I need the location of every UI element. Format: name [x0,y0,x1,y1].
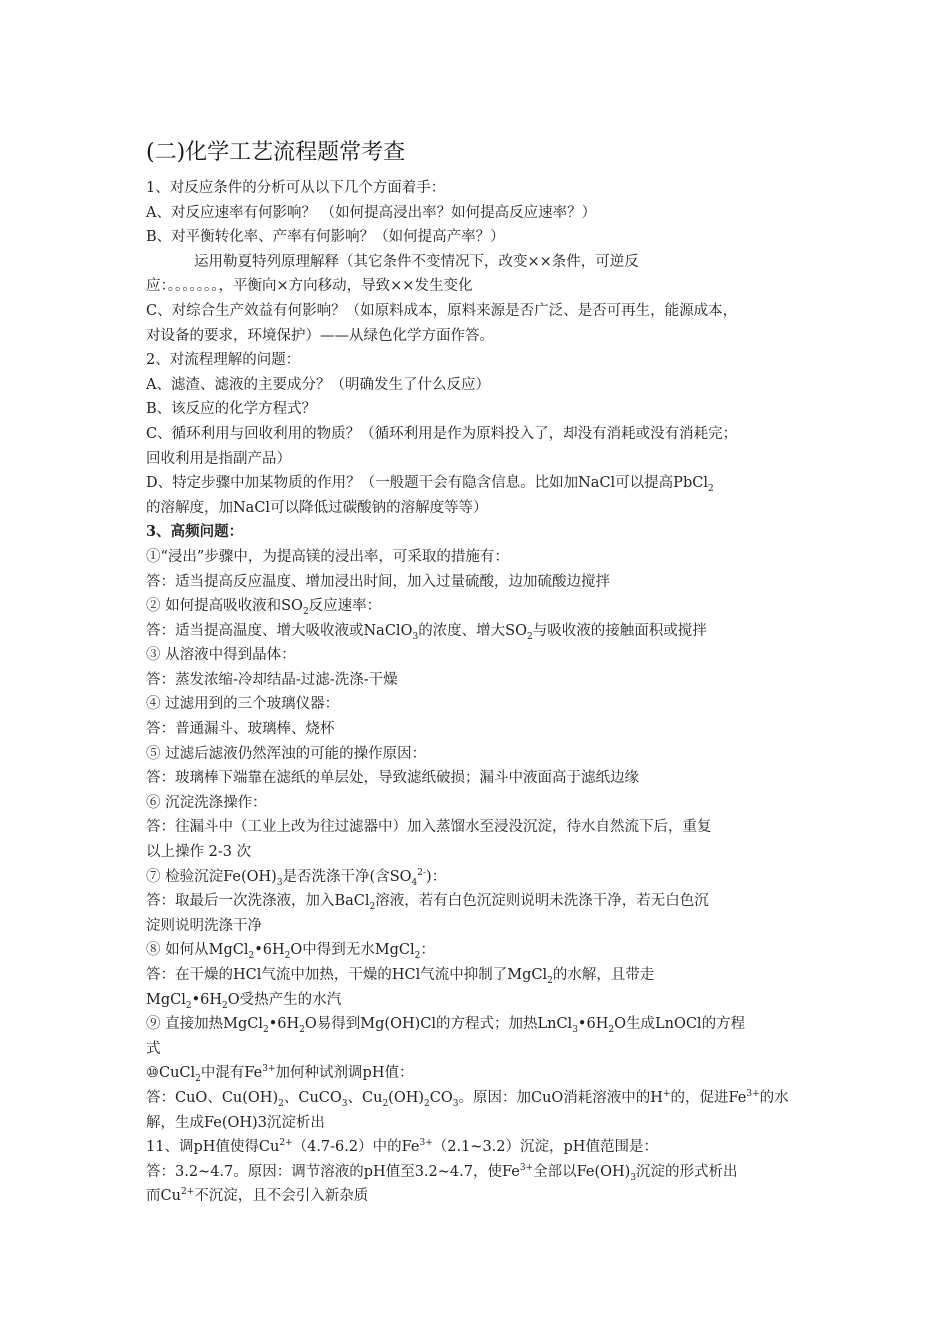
question-6: ⑥ 沉淀洗涤操作： [146,794,267,811]
section-1-heading: 1、对反应条件的分析可从以下几个方面着手： [146,180,446,196]
question-9-line-1: ⑨ 直接加热$MgCl_2•6H_2O$易得到Mg(OH)Cl的方程式；加热$LnCl_3•6H_2O$生成LnOCl的方程 [146,1016,746,1036]
answer-8-line-1: 答：在干燥的HCl气流中加热，干燥的HCl气流中抑制了MgCl$_2$的水解，且带走 [146,967,655,986]
section-1-item-b-detail-1: 运用勒夏特列原理解释（其它条件不变情况下，改变××条件，可逆反 [194,253,639,270]
section-2-item-a: A、滤渣、滤液的主要成分？（明确发生了什么反应） [146,376,490,393]
answer-5: 答：玻璃棒下端靠在滤纸的单层处，导致滤纸破损；漏斗中液面高于滤纸边缘 [146,770,639,787]
answer-3: 答：蒸发浓缩-冷却结晶-过滤-洗涤-干燥 [146,671,398,688]
section-1-item-c-line-2: 对设备的要求，环境保护）——从绿色化学方面作答。 [146,327,494,344]
question-8: ⑧ 如何从$MgCl_2•6H_2O$中得到无水MgCl$_2$： [146,942,435,962]
section-2-item-d-line-1: D、特定步骤中加某物质的作用？（一般题干会有隐含信息。比如加NaCl可以提高PbCl$_2$ [146,475,714,495]
answer-8-line-2: $MgCl_2•6H_2O$受热产生的水汽 [146,991,342,1011]
answer-1: 答：适当提高反应温度、增加浸出时间，加入过量硫酸，边加硫酸边搅拌 [146,573,610,590]
answer-10-line-1: 答：CuO、$Cu(OH)_2$、CuCO$_3$、$Cu_2(OH)_2CO_3$。原因：加CuO消耗溶液中的H+的，促进$Fe^{3+}$的水 [146,1089,789,1109]
section-1-item-b: B、对平衡转化率、产率有何影响？（如何提高产率？） [146,229,505,246]
question-4: ④ 过滤用到的三个玻璃仪器： [146,696,340,713]
answer-6-line-1: 答：往漏斗中（工业上改为往过滤器中）加入蒸馏水至浸没沉淀，待水自然流下后，重复 [146,819,712,836]
section-2-item-c-line-1: C、循环利用与回收利用的物质？（循环利用是作为原料投入了，却没有消耗或没有消耗完； [146,425,738,442]
page-title: (二)化学工艺流程题常考查 [146,140,406,165]
question-10: ⑩CuCl$_2$中混有$Fe^{3+}$加何种试剂调pH值： [146,1064,414,1085]
document-body [146,176,826,1209]
answer-2: 答：适当提高温度、增大吸收液或NaClO$_3$的浓度、增大$SO_2$与吸收液的接触面积或搅拌 [146,622,707,642]
section-3-heading: 3、高频问题： [146,523,244,541]
answer-11-line-1: 答：3.2~4.7。原因：调节溶液的pH值至3.2~4.7，使$Fe^{3+}$全部以$Fe(OH)_3$沉淀的形式析出 [146,1162,738,1183]
question-2: ② 如何提高吸收液和$SO_2$反应速率： [146,598,382,617]
question-9-line-2: 式 [146,1040,161,1057]
section-2-item-b: B、该反应的化学方程式？ [146,401,317,418]
section-2-item-d-line-2: 的溶解度，加NaCl可以降低过碳酸钠的溶解度等等） [146,499,488,516]
question-3: ③ 从溶液中得到晶体： [146,647,296,664]
question-7: ⑦ 检验沉淀$Fe(OH)_3$是否洗涤干净(含$SO_4^{2-}$)： [146,867,447,888]
question-11: 11、调pH值使得$Cu^{2+}(4.7-6.2)$中的$Fe^{3+}(2.1\sim 3.2)$沉淀，pH值范围是： [146,1138,658,1156]
section-1-item-a: A、对反应速率有何影响？ （如何提高浸出率？如何提高反应速率？） [146,204,597,221]
answer-11-line-2: 而$Cu^{2+}$不沉淀，且不会引入新杂质 [146,1187,369,1205]
section-2-heading: 2、对流程理解的问题： [146,352,301,369]
section-1-item-b-detail-2: 应：。。。。。。。，平衡向×方向移动，导致××发生变化 [146,278,473,295]
question-5: ⑤ 过滤后滤液仍然浑浊的可能的操作原因： [146,745,427,762]
question-1: ①“浸出”步骤中，为提高镁的浸出率，可采取的措施有： [146,548,509,565]
answer-10-line-2: 解，生成Fe(OH)3沉淀析出 [146,1114,325,1131]
answer-4: 答：普通漏斗、玻璃棒、烧杯 [146,721,335,738]
section-2-item-c-line-2: 回收利用是指副产品） [146,450,291,467]
answer-7-line-2: 淀则说明洗涤干净 [146,917,262,934]
answer-7-line-1: 答：取最后一次洗涤液，加入BaCl$_2$溶液，若有白色沉淀则说明未洗涤干净，若无白色沉 [146,893,709,913]
answer-6-line-2: 以上操作 2-3 次 [146,844,252,861]
section-1-item-c-line-1: C、对综合生产效益有何影响？（如原料成本，原料来源是否广泛、是否可再生，能源成本， [146,302,738,319]
